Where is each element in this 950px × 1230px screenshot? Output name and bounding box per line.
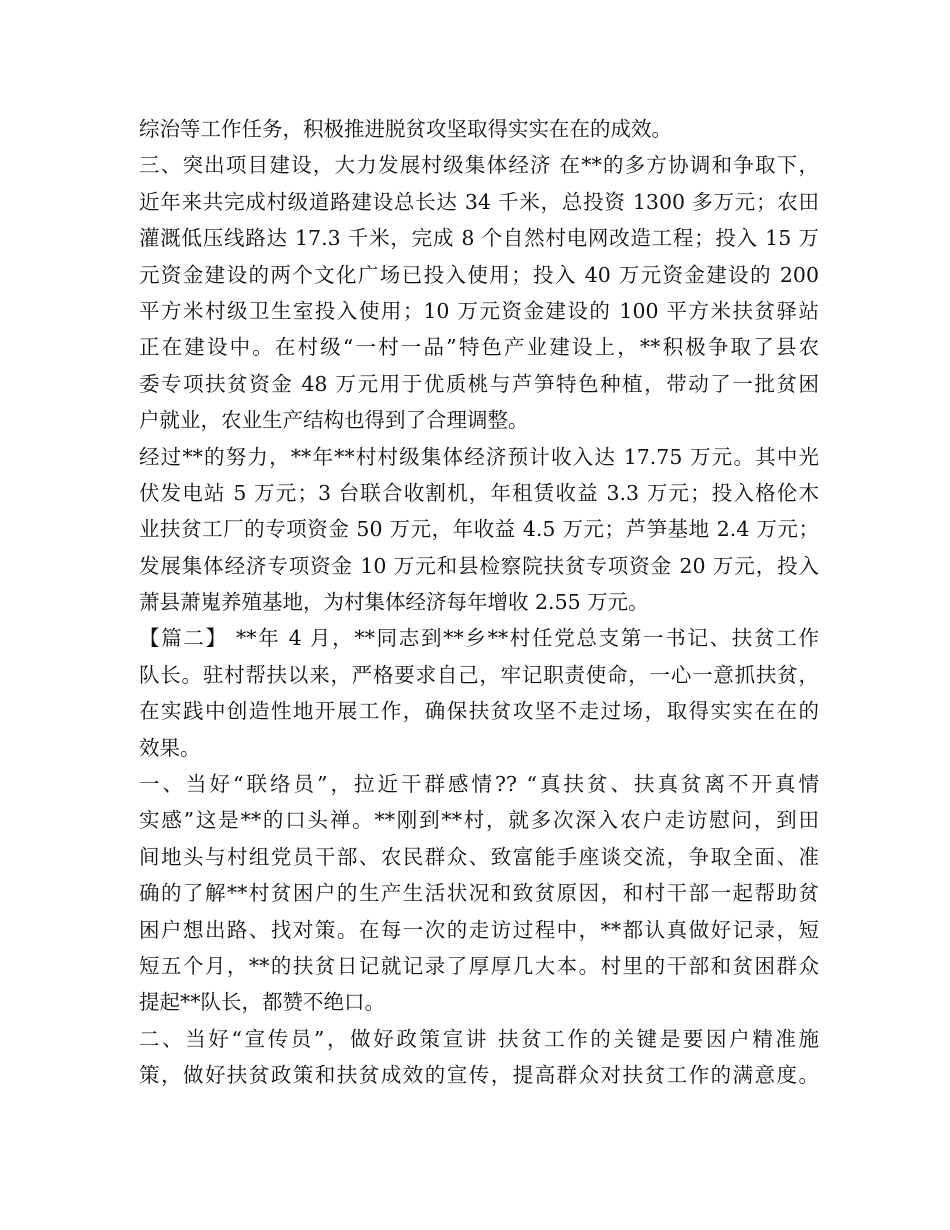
text-line: 困户想出路、找对策。在每一次的走访过程中，**都认真做好记录，短 [139, 917, 819, 942]
text-line: 平方米村级卫生室投入使用；10 万元资金建设的 100 平方米扶贫驿站 [139, 298, 819, 323]
document-body [139, 111, 829, 1094]
text-line: 间地头与村组党员干部、农民群众、致富能手座谈交流，争取全面、准 [139, 844, 819, 869]
text-line: 策，做好扶贫政策和扶贫成效的宣传，提高群众对扶贫工作的满意度。 [139, 1063, 819, 1088]
text-line: 委专项扶贫资金 48 万元用于优质桃与芦笋特色种植，带动了一批贫困 [139, 371, 819, 396]
text-line: 【篇二】 **年 4 月，**同志到**乡**村任党总支第一书记、扶贫工作 [139, 626, 819, 651]
text-line: 短五个月，**的扶贫日记就记录了厚厚几大本。村里的干部和贫困群众 [139, 953, 819, 978]
text-line: 提起**队长，都赞不绝口。 [139, 990, 385, 1015]
text-line: 元资金建设的两个文化广场已投入使用；投入 40 万元资金建设的 200 [139, 262, 819, 287]
text-line: 户就业，农业生产结构也得到了合理调整。 [139, 408, 529, 433]
text-line: 在实践中创造性地开展工作，确保扶贫攻坚不走过场，取得实实在在的 [139, 699, 819, 724]
text-line: 三、突出项目建设，大力发展村级集体经济 在**的多方协调和争取下， [139, 153, 819, 178]
text-line: 正在建设中。在村级“一村一品”特色产业建设上，**积极争取了县农 [139, 335, 819, 360]
text-line: 经过**的努力，**年**村村级集体经济预计收入达 17.75 万元。其中光 [139, 444, 819, 469]
text-line: 确的了解**村贫困户的生产生活状况和致贫原因，和村干部一起帮助贫 [139, 881, 819, 906]
text-line: 实感”这是**的口头禅。**刚到**村，就多次深入农户走访慰问，到田 [139, 808, 819, 833]
text-line: 一、当好“联络员”，拉近干群感情?? “真扶贫、扶真贫离不开真情 [139, 772, 819, 797]
text-line: 二、当好“宣传员”，做好政策宣讲 扶贫工作的关键是要因户精准施 [139, 1026, 819, 1051]
text-line: 近年来共完成村级道路建设总长达 34 千米，总投资 1300 多万元；农田 [139, 189, 819, 214]
text-line: 效果。 [139, 735, 201, 760]
text-line: 萧县萧嵬养殖基地，为村集体经济每年增收 2.55 万元。 [139, 590, 649, 615]
text-line: 队长。驻村帮扶以来，严格要求自己，牢记职责使命，一心一意抓扶贫， [139, 662, 819, 687]
text-line: 灌溉低压线路达 17.3 千米，完成 8 个自然村电网改造工程；投入 15 万 [139, 226, 819, 251]
text-line: 伏发电站 5 万元；3 台联合收割机，年租赁收益 3.3 万元；投入格伦木 [139, 480, 819, 505]
text-line: 发展集体经济专项资金 10 万元和县检察院扶贫专项资金 20 万元，投入 [139, 553, 819, 578]
text-line: 业扶贫工厂的专项资金 50 万元，年收益 4.5 万元；芦笋基地 2.4 万元； [139, 517, 819, 542]
text-line: 综治等工作任务，积极推进脱贫攻坚取得实实在在的成效。 [139, 117, 672, 141]
